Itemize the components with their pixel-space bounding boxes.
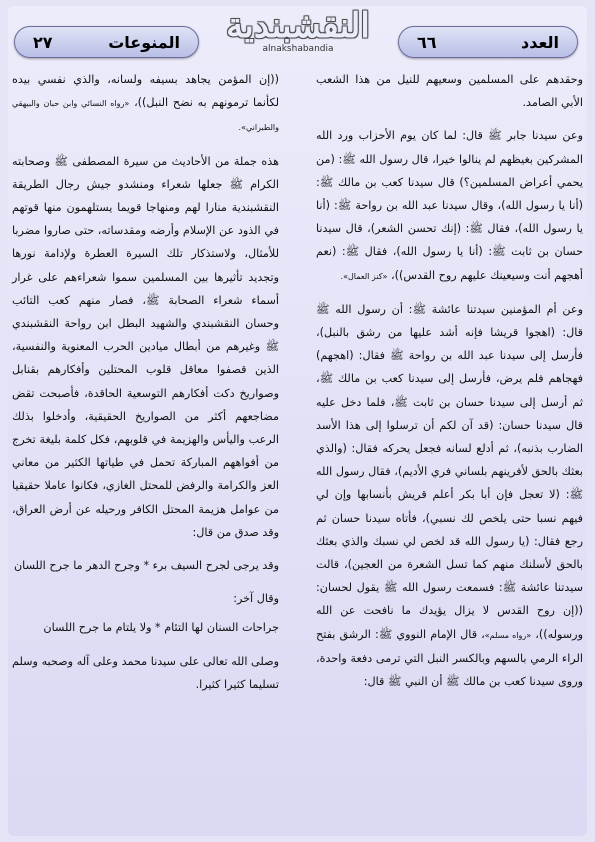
reference-note: «كنز العمال». [340,271,388,281]
right-column [316,68,583,828]
page-number: ٢٧ [33,32,53,52]
logo-url: alnakshabandia [262,44,334,54]
paragraph: ((إن المؤمن يجاهد بسيفه ولسانه، والذي نفسي بيده لكأنما ترمونهم به نضح النبل))، «رواه النسائي وابن حبان والبيهقي والطبراني». [12,73,280,133]
paragraph: وقال آخر: [233,592,279,606]
section-title: المنوعات [108,32,180,52]
reference-note: «رواه مسلم» [484,630,532,640]
issue-banner [398,26,578,58]
left-column [12,68,279,828]
issue-label: العدد [521,32,559,52]
logo-title: النقشبندية [226,6,370,46]
paragraph: وعن أم المؤمنين سيدتنا عائشة ﷺ: أن رسول الله ﷺ قال: (اهجوا قريشا فإنه أشد عليها من رشق بالنبل)، فأرسل إلى سيدنا عبد الله بن رواحة ﷺ فقال: (اهجهم) فهجاهم فلم يرض، فأرسل إلى سيدنا كعب بن مالك ﷺ، ثم أرسل إلى سيدنا حسان بن ثابت ﷺ، فلما دخل عليه قال سيدنا حسان: (قد آن لكم أن ترسلوا إلى هذا الأسد الضارب بذنبه)، ثم أدلع لسانه فجعل يحركه فقال: (والذي بعثك بالحق لأفرينهم بلساني فري الأديم)، فقال رسول الله ﷺ: (لا تعجل فإن أبا بكر أعلم قريش بأنسابها وإن لي فيهم نسبا حتى يلخص لك نسبي)، فأتاه سيدنا حسان ثم رجع فقال: (يا رسول الله قد لخص لي نسبك والذي بعثك بالحق لأسلنك منهم كما تسل الشعرة من العجين)، قالت سيدتنا عائشة ﷺ: فسمعت رسول الله ﷺ يقول لحسان: ((إن روح القدس لا يزال يؤيدك ما نافحت عن الله ورسوله))، «رواه مسلم»، قال الإمام النووي ﷺ: الرشق بفتح الراء الرمي بالسهم وبالكسر النبل التي ترمى دفعة واحدة، وروى سيدنا كعب بن مالك ﷺ أن النبي ﷺ قال: [316,302,583,689]
paragraph: هذه جملة من الأحاديث من سيرة المصطفى ﷺ وصحابته الكرام ﷺ جعلها شعراء ومنشدو جيش رجال الطريقة النقشبندية منارا لهم ومنهاجا قويما يستلهمون منها قوتهم في الذود عن الإسلام وأرضه ومقدساته، حتى صاروا مضربا للأمثال، ولاستذكار تلك السيرة العطرة ولإدامة نورها وتجديد تأثيرها بين المسلمين سموا شعراءهم على غرار أسماء شعراء الصحابة ﷺ، فصار منهم كعب التائب وحسان النقشبندي والشهيد البطل ابن رواحة النقشبندي ﷺ وغيرهم من أبطال ميادين الحرب المعنوية والنفسية، الذين قصفوا معاقل قلوب المحتلين وأفكارهم بقنابل وصواريخ دكت أفكارهم التوسعية الحاقدة، فأصبحت تقض مضاجعهم أكثر من الصواريخ الحقيقية، وأدخلوا بذلك الرعب واليأس والهزيمة في قلوبهم، فكل كلمة بليغة تخرج من أفواههم المباركة تحمل في طياتها الكثير من معاني العز والكرامة والرفض للمحتل الغازي، فكانوا عاملا حقيقيا من عوامل هزيمة المحتل الكافر ورحيله عن أرض العراق، وقد صدق من قال: [12,154,279,539]
section-banner [14,26,199,58]
issue-number: ٦٦ [417,32,437,52]
reference-note: «رواه النسائي وابن حبان والبيهقي والطبراني». [12,99,279,133]
verse: جراحات السنان لها التئام * ولا يلتام ما جرح اللسان [43,621,279,635]
paragraph: وحقدهم على المسلمين وسعيهم للنيل من هذا الشعب الأبي الصامد. [316,73,583,110]
verse: وقد يرجى لجرح السيف برء * وجرح الدهر ما جرح اللسان [13,559,279,573]
closing-paragraph: وصلى الله تعالى على سيدنا محمد وعلى آله وصحبه وسلم تسليما كثيرا كثيرا. [12,654,279,691]
paragraph: وعن سيدنا جابر ﷺ قال: لما كان يوم الأحزاب ورد الله المشركين بغيظهم لم ينالوا خيرا، قال رسول الله ﷺ: (من يحمي أعراض المسلمين؟) قال سيدنا كعب بن مالك ﷺ: (أنا يا رسول الله)، وقال سيدنا عبد الله بن رواحة ﷺ: (أنا يا رسول الله)، فقال ﷺ: (إنك تحسن الشعر)، قال سيدنا حسان بن ثابت ﷺ: (أنا يا رسول الله)، فقال ﷺ: (نعم أهجهم أنت وسيعينك عليهم روح القدس))، «كنز العمال». [316,129,583,282]
magazine-logo [213,6,383,58]
